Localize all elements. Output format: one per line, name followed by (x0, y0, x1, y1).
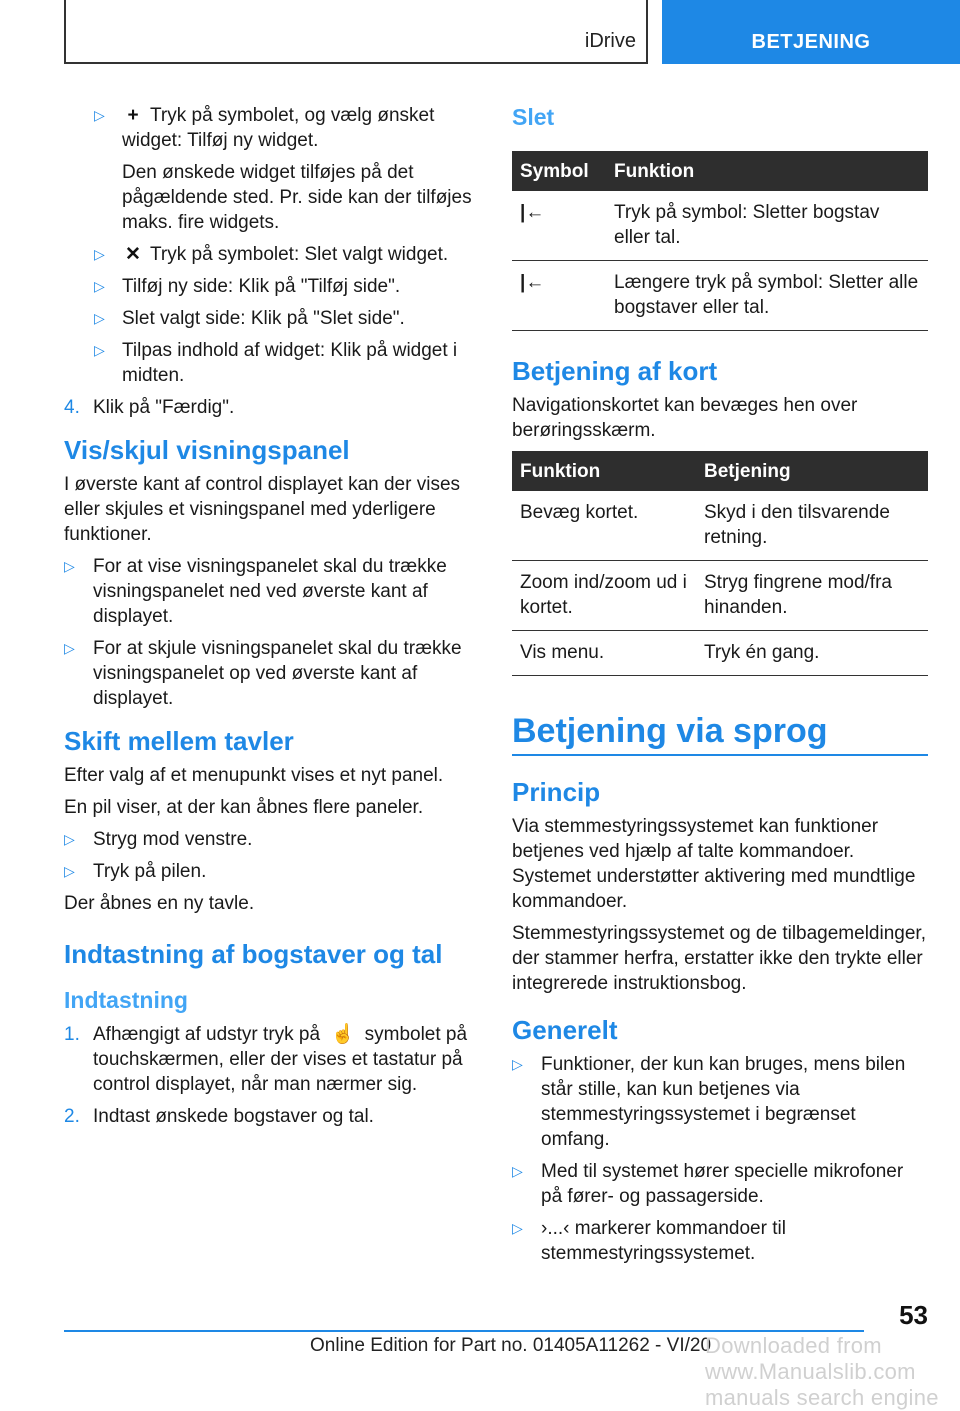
left-column (64, 103, 482, 1136)
cross-icon: ✕ (125, 244, 141, 265)
list-item-continuation: Den ønskede widget tilføjes på det pågældende sted. Pr. side kan der tilføjes maks. fire widgets. (122, 162, 472, 233)
bullet-icon: ▷ (94, 107, 105, 123)
table-cell: Tryk på symbol: Sletter bogstav eller tal. (606, 191, 928, 261)
table-header: Funktion (512, 451, 696, 491)
table-row (512, 191, 928, 261)
bullet-icon: ▷ (94, 310, 105, 326)
bullet-icon: ▷ (64, 640, 75, 656)
footer-divider (64, 1330, 864, 1332)
step-number: 2. (64, 1106, 80, 1127)
numbered-step: 4. Klik på "Færdig". (64, 397, 235, 418)
list-item: ▷ Stryg mod venstre. (64, 829, 253, 850)
table-cell: Vis menu. (512, 631, 696, 676)
header-section-title: iDrive (584, 30, 636, 52)
bullet-icon: ▷ (512, 1163, 523, 1179)
table-header: Betjening (696, 451, 928, 491)
table-cell: Tryk én gang. (696, 631, 928, 676)
list-item: ▷ Tilpas indhold af widget: Klik på widget i midten. (94, 340, 458, 386)
list-item: ▷ ›...‹ markerer kommandoer til stemmestyringssystemet. (512, 1218, 786, 1264)
paragraph: En pil viser, at der kan åbnes flere paneler. (64, 797, 424, 818)
bullet-icon: ▷ (94, 278, 105, 294)
list-item: ▷ Tryk på pilen. (64, 861, 207, 882)
heading-indtastning-af-bogstaver: Indtastning af bogstaver og tal (64, 939, 443, 969)
table-cell: Stryg fingrene mod/fra hinanden. (696, 561, 928, 631)
table-row (512, 561, 928, 631)
step-number: 4. (64, 397, 80, 418)
paragraph: Navigationskortet kan bevæges hen over berøringsskærm. (512, 395, 858, 441)
heading-skift: Skift mellem tavler (64, 726, 294, 756)
list-item: ▷ For at skjule visningspanelet skal du trække visningspanelet op ved øverste kant af displayet. (64, 638, 462, 709)
table-header: Funktion (606, 151, 928, 191)
table-cell: Længere tryk på symbol: Sletter alle bogstaver eller tal. (606, 261, 928, 331)
step-number: 1. (64, 1024, 80, 1045)
paragraph: Efter valg af et menupunkt vises et nyt panel. (64, 765, 444, 786)
hand-touch-icon: ☝ (331, 1024, 356, 1045)
heading-princip: Princip (512, 777, 601, 807)
delete-icon: |← (512, 191, 606, 261)
plus-icon: + (127, 105, 139, 126)
heading-betjening-af-kort: Betjening af kort (512, 356, 718, 386)
list-item: ▷ ✕ Tryk på symbolet: Slet valgt widget. (94, 244, 449, 265)
paragraph: I øverste kant af control displayet kan der vises eller skjules et visningspanel med yderligere funktioner. (64, 474, 461, 545)
list-item: ▷ For at vise visningspanelet skal du trække visningspanelet ned ved øverste kant af displayet. (64, 556, 447, 627)
heading-generelt: Generelt (512, 1015, 618, 1045)
paragraph: Via stemmestyringssystemet kan funktioner betjenes ved hjælp af talte kommandoer. Systemet understøtter aktivering med mundtlige kommandoer. (512, 816, 916, 912)
list-item: ▷ Med til systemet hører specielle mikrofoner på fører- og passagerside. (512, 1161, 904, 1207)
list-item: ▷ + Tryk på symbolet, og vælg ønsket widget: Tilføj ny widget. (94, 105, 435, 151)
heading-vis-skjul: Vis/skjul visningspanel (64, 435, 350, 465)
table-header: Symbol (512, 151, 606, 191)
table-row (512, 261, 928, 331)
table-row (512, 631, 928, 676)
page-number: 53 (899, 1300, 928, 1330)
list-item: ▷ Tilføj ny side: Klik på "Tilføj side". (94, 276, 401, 297)
paragraph: Der åbnes en ny tavle. (64, 893, 255, 914)
bullet-icon: ▷ (94, 246, 105, 262)
bullet-icon: ▷ (64, 558, 75, 574)
numbered-step: 2. Indtast ønskede bogstaver og tal. (64, 1106, 374, 1127)
header-chapter-tab: BETJENING (662, 0, 960, 64)
heading-betjening-via-sprog: Betjening via sprog (512, 710, 928, 756)
bullet-icon: ▷ (94, 342, 105, 358)
subheading-indtastning: Indtastning (64, 987, 188, 1013)
bullet-icon: ▷ (64, 863, 75, 879)
table-row (512, 491, 928, 561)
numbered-step: 1. Afhængigt af udstyr tryk på ☝ symbolet på touchskærmen, eller der vises et tastatur på control displayet, når man nærmer sig. (64, 1024, 468, 1095)
right-column (512, 103, 928, 1273)
table-cell: Bevæg kortet. (512, 491, 696, 561)
list-item: ▷ Slet valgt side: Klik på "Slet side". (94, 308, 405, 329)
delete-table (512, 151, 928, 331)
bullet-icon: ▷ (512, 1056, 523, 1072)
footer-edition: Online Edition for Part no. 01405A11262 - VI/20 (310, 1335, 712, 1356)
bullet-icon: ▷ (512, 1220, 523, 1236)
watermark: Downloaded from www.Manualslib.com manuals search engine (705, 1333, 939, 1410)
table-cell: Skyd i den tilsvarende retning. (696, 491, 928, 561)
list-item: ▷ Funktioner, der kun kan bruges, mens bilen står stille, kan kun betjenes via stemmestyringssystemet i begrænset omfang. (512, 1054, 906, 1150)
paragraph: Stemmestyringssystemet og de tilbagemeldinger, der stammer herfra, erstatter ikke den trykte eller integrerede instruktionsbog. (512, 923, 926, 994)
table-cell: Zoom ind/zoom ud i kortet. (512, 561, 696, 631)
map-operation-table (512, 451, 928, 676)
bullet-icon: ▷ (64, 831, 75, 847)
subheading-slet: Slet (512, 104, 555, 130)
delete-icon: |← (512, 261, 606, 331)
